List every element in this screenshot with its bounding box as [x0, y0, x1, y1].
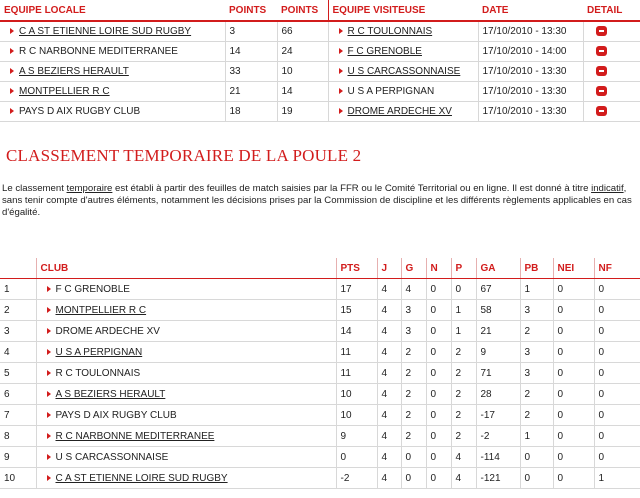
home-team-link[interactable]: A S BEZIERS HERAULT — [19, 66, 129, 77]
home-team-cell — [0, 102, 225, 122]
rank-cell: 3 — [0, 321, 36, 342]
j-cell: 4 — [377, 405, 401, 426]
arrow-right-icon — [47, 307, 51, 313]
away-team-link[interactable]: F C GRENOBLE — [347, 46, 422, 57]
club-cell — [36, 279, 336, 300]
intro-text-part2: est établi à partir des feuilles de match saisies par la FFR ou le Comité Territorial ou en ligne. Il est donné à titre — [112, 183, 592, 194]
arrow-right-icon — [47, 391, 51, 397]
g-cell: 2 — [401, 363, 426, 384]
nf-cell: 0 — [594, 321, 640, 342]
p-cell: 2 — [451, 405, 476, 426]
pts-cell: 10 — [336, 384, 377, 405]
arrow-right-icon — [339, 68, 343, 74]
club-link[interactable]: C A ST ETIENNE LOIRE SUD RUGBY — [55, 472, 228, 484]
col-header-rank — [0, 258, 36, 279]
p-cell: 1 — [451, 300, 476, 321]
away-team-link[interactable]: DROME ARDECHE XV — [347, 106, 452, 117]
detail-icon[interactable] — [596, 26, 607, 36]
n-cell: 0 — [426, 405, 451, 426]
arrow-right-icon — [339, 48, 343, 54]
page-title: CLASSEMENT TEMPORAIRE DE LA POULE 2 — [6, 146, 362, 165]
arrow-right-icon — [339, 108, 343, 114]
arrow-right-icon — [47, 370, 51, 376]
ga-cell: -17 — [476, 405, 520, 426]
club-link[interactable]: R C TOULONNAIS — [55, 367, 141, 379]
nf-cell: 0 — [594, 363, 640, 384]
ga-cell: 71 — [476, 363, 520, 384]
home-team-link[interactable]: R C NARBONNE MEDITERRANEE — [19, 46, 178, 57]
match-row — [0, 62, 640, 82]
away-team-cell — [328, 21, 478, 42]
away-team-cell — [328, 82, 478, 102]
detail-icon[interactable] — [596, 66, 607, 76]
p-cell: 4 — [451, 468, 476, 489]
arrow-right-icon — [339, 88, 343, 94]
detail-cell — [583, 42, 640, 62]
home-team-cell — [0, 82, 225, 102]
pts-cell: 11 — [336, 363, 377, 384]
standings-row — [0, 384, 640, 405]
match-row — [0, 21, 640, 42]
nf-cell: 0 — [594, 300, 640, 321]
nei-cell: 0 — [553, 300, 594, 321]
club-cell — [36, 321, 336, 342]
arrow-right-icon — [10, 88, 14, 94]
pb-cell: 2 — [520, 384, 553, 405]
club-link[interactable]: R C NARBONNE MEDITERRANEE — [55, 430, 215, 442]
g-cell: 0 — [401, 468, 426, 489]
pb-cell: 0 — [520, 468, 553, 489]
col-header-pts: PTS — [336, 258, 377, 279]
col-header-club: CLUB — [36, 258, 336, 279]
club-cell — [36, 342, 336, 363]
col-header-home-points: POINTS — [225, 0, 277, 21]
indicatif-link[interactable]: indicatif — [591, 183, 624, 194]
nei-cell: 0 — [553, 384, 594, 405]
p-cell: 4 — [451, 447, 476, 468]
home-points: 14 — [225, 42, 277, 62]
arrow-right-icon — [47, 328, 51, 334]
n-cell: 0 — [426, 321, 451, 342]
detail-icon[interactable] — [596, 106, 607, 116]
home-team-link[interactable]: PAYS D AIX RUGBY CLUB — [19, 106, 141, 117]
standings-table — [0, 258, 640, 489]
nf-cell: 0 — [594, 384, 640, 405]
nei-cell: 0 — [553, 321, 594, 342]
p-cell: 2 — [451, 342, 476, 363]
ga-cell: 28 — [476, 384, 520, 405]
g-cell: 2 — [401, 405, 426, 426]
j-cell: 4 — [377, 426, 401, 447]
p-cell: 0 — [451, 279, 476, 300]
club-link[interactable]: F C GRENOBLE — [55, 283, 130, 295]
arrow-right-icon — [47, 349, 51, 355]
nf-cell: 0 — [594, 447, 640, 468]
detail-icon[interactable] — [596, 86, 607, 96]
col-header-n: N — [426, 258, 451, 279]
away-points: 66 — [277, 21, 328, 42]
j-cell: 4 — [377, 342, 401, 363]
standings-row — [0, 300, 640, 321]
rank-cell: 9 — [0, 447, 36, 468]
intro-text-part3: , sans tenir compte d'autres éléments, notamment les décisions prises par la Commission de discipline et les différents règlements applicables en cas d'égalité. — [2, 183, 632, 218]
g-cell: 0 — [401, 447, 426, 468]
away-points: 19 — [277, 102, 328, 122]
p-cell: 2 — [451, 426, 476, 447]
away-team-cell — [328, 42, 478, 62]
home-team-link[interactable]: MONTPELLIER R C — [19, 86, 110, 97]
home-points: 3 — [225, 21, 277, 42]
detail-icon[interactable] — [596, 46, 607, 56]
pts-cell: -2 — [336, 468, 377, 489]
home-points: 21 — [225, 82, 277, 102]
col-header-g: G — [401, 258, 426, 279]
away-points: 24 — [277, 42, 328, 62]
away-team-link[interactable]: U S CARCASSONNAISE — [347, 66, 461, 77]
n-cell: 0 — [426, 300, 451, 321]
rank-cell: 7 — [0, 405, 36, 426]
pb-cell: 3 — [520, 342, 553, 363]
club-link[interactable]: DROME ARDECHE XV — [55, 325, 160, 337]
n-cell: 0 — [426, 279, 451, 300]
club-cell — [36, 426, 336, 447]
home-team-cell — [0, 21, 225, 42]
matches-header-row — [0, 0, 640, 21]
p-cell: 1 — [451, 321, 476, 342]
intro-text-part1: Le classement — [2, 183, 67, 194]
j-cell: 4 — [377, 300, 401, 321]
nf-cell: 0 — [594, 279, 640, 300]
standings-row — [0, 279, 640, 300]
ga-cell: -2 — [476, 426, 520, 447]
club-cell — [36, 468, 336, 489]
pts-cell: 17 — [336, 279, 377, 300]
g-cell: 2 — [401, 426, 426, 447]
n-cell: 0 — [426, 342, 451, 363]
nf-cell: 0 — [594, 405, 640, 426]
rank-cell: 8 — [0, 426, 36, 447]
j-cell: 4 — [377, 468, 401, 489]
club-cell — [36, 300, 336, 321]
club-link[interactable]: MONTPELLIER R C — [55, 304, 147, 316]
p-cell: 2 — [451, 384, 476, 405]
standings-row — [0, 321, 640, 342]
away-points: 14 — [277, 82, 328, 102]
pb-cell: 2 — [520, 405, 553, 426]
nei-cell: 0 — [553, 447, 594, 468]
club-link[interactable]: U S A PERPIGNAN — [55, 346, 143, 358]
g-cell: 2 — [401, 342, 426, 363]
arrow-right-icon — [10, 68, 14, 74]
col-header-date: DATE — [478, 0, 583, 21]
detail-cell — [583, 82, 640, 102]
ga-cell: 21 — [476, 321, 520, 342]
col-header-j: J — [377, 258, 401, 279]
arrow-right-icon — [47, 433, 51, 439]
home-points: 18 — [225, 102, 277, 122]
standings-row — [0, 426, 640, 447]
pts-cell: 14 — [336, 321, 377, 342]
arrow-right-icon — [47, 454, 51, 460]
g-cell: 2 — [401, 384, 426, 405]
matches-table — [0, 0, 640, 122]
col-header-detail: DETAIL — [583, 0, 640, 21]
detail-cell — [583, 62, 640, 82]
ga-cell: 67 — [476, 279, 520, 300]
rank-cell: 10 — [0, 468, 36, 489]
j-cell: 4 — [377, 447, 401, 468]
ga-cell: -121 — [476, 468, 520, 489]
standings-row — [0, 405, 640, 426]
home-team-cell — [0, 62, 225, 82]
match-row — [0, 102, 640, 122]
nei-cell: 0 — [553, 363, 594, 384]
pb-cell: 0 — [520, 447, 553, 468]
home-points: 33 — [225, 62, 277, 82]
intro-text — [2, 183, 636, 219]
nei-cell: 0 — [553, 405, 594, 426]
rank-cell: 4 — [0, 342, 36, 363]
nf-cell: 0 — [594, 342, 640, 363]
j-cell: 4 — [377, 384, 401, 405]
away-team-cell — [328, 62, 478, 82]
arrow-right-icon — [47, 475, 51, 481]
g-cell: 3 — [401, 321, 426, 342]
rank-cell: 6 — [0, 384, 36, 405]
j-cell: 4 — [377, 321, 401, 342]
p-cell: 2 — [451, 363, 476, 384]
n-cell: 0 — [426, 447, 451, 468]
away-team-cell — [328, 102, 478, 122]
col-header-nf: NF — [594, 258, 640, 279]
nf-cell: 0 — [594, 426, 640, 447]
ga-cell: 58 — [476, 300, 520, 321]
pts-cell: 9 — [336, 426, 377, 447]
rank-cell: 1 — [0, 279, 36, 300]
match-date: 17/10/2010 - 13:30 — [478, 82, 583, 102]
col-header-p: P — [451, 258, 476, 279]
j-cell: 4 — [377, 279, 401, 300]
club-cell — [36, 384, 336, 405]
club-link[interactable]: PAYS D AIX RUGBY CLUB — [55, 409, 177, 421]
club-link[interactable]: U S CARCASSONNAISE — [55, 451, 169, 463]
club-cell — [36, 447, 336, 468]
n-cell: 0 — [426, 363, 451, 384]
j-cell: 4 — [377, 363, 401, 384]
nei-cell: 0 — [553, 279, 594, 300]
col-header-away-team: EQUIPE VISITEUSE — [328, 0, 478, 21]
pts-cell: 10 — [336, 405, 377, 426]
arrow-right-icon — [10, 48, 14, 54]
col-header-nei: NEI — [553, 258, 594, 279]
arrow-right-icon — [339, 28, 343, 34]
arrow-right-icon — [47, 412, 51, 418]
detail-cell — [583, 102, 640, 122]
arrow-right-icon — [10, 28, 14, 34]
pb-cell: 3 — [520, 300, 553, 321]
pb-cell: 3 — [520, 363, 553, 384]
pts-cell: 11 — [336, 342, 377, 363]
standings-row — [0, 447, 640, 468]
match-date: 17/10/2010 - 14:00 — [478, 42, 583, 62]
club-cell — [36, 405, 336, 426]
temporaire-link[interactable]: temporaire — [66, 183, 113, 194]
home-team-link[interactable]: C A ST ETIENNE LOIRE SUD RUGBY — [19, 26, 192, 37]
pts-cell: 15 — [336, 300, 377, 321]
nei-cell: 0 — [553, 426, 594, 447]
match-row — [0, 82, 640, 102]
away-team-link[interactable]: R C TOULONNAIS — [347, 26, 433, 37]
match-date: 17/10/2010 - 13:30 — [478, 62, 583, 82]
away-points: 10 — [277, 62, 328, 82]
match-date: 17/10/2010 - 13:30 — [478, 102, 583, 122]
n-cell: 0 — [426, 426, 451, 447]
away-team-link[interactable]: U S A PERPIGNAN — [347, 86, 435, 97]
club-cell — [36, 363, 336, 384]
n-cell: 0 — [426, 468, 451, 489]
col-header-home-team: EQUIPE LOCALE — [0, 0, 225, 21]
club-link[interactable]: A S BEZIERS HERAULT — [55, 388, 166, 400]
match-date: 17/10/2010 - 13:30 — [478, 21, 583, 42]
nf-cell: 1 — [594, 468, 640, 489]
col-header-pb: PB — [520, 258, 553, 279]
rank-cell: 2 — [0, 300, 36, 321]
n-cell: 0 — [426, 384, 451, 405]
pb-cell: 1 — [520, 279, 553, 300]
ga-cell: 9 — [476, 342, 520, 363]
detail-cell — [583, 21, 640, 42]
pb-cell: 1 — [520, 426, 553, 447]
pts-cell: 0 — [336, 447, 377, 468]
standings-row — [0, 363, 640, 384]
g-cell: 4 — [401, 279, 426, 300]
arrow-right-icon — [47, 286, 51, 292]
standings-row — [0, 468, 640, 489]
nei-cell: 0 — [553, 342, 594, 363]
rank-cell: 5 — [0, 363, 36, 384]
arrow-right-icon — [10, 108, 14, 114]
match-row — [0, 42, 640, 62]
ga-cell: -114 — [476, 447, 520, 468]
col-header-ga: GA — [476, 258, 520, 279]
standings-header-row — [0, 258, 640, 279]
pb-cell: 2 — [520, 321, 553, 342]
col-header-away-points: POINTS — [277, 0, 328, 21]
g-cell: 3 — [401, 300, 426, 321]
standings-row — [0, 342, 640, 363]
nei-cell: 0 — [553, 468, 594, 489]
home-team-cell — [0, 42, 225, 62]
